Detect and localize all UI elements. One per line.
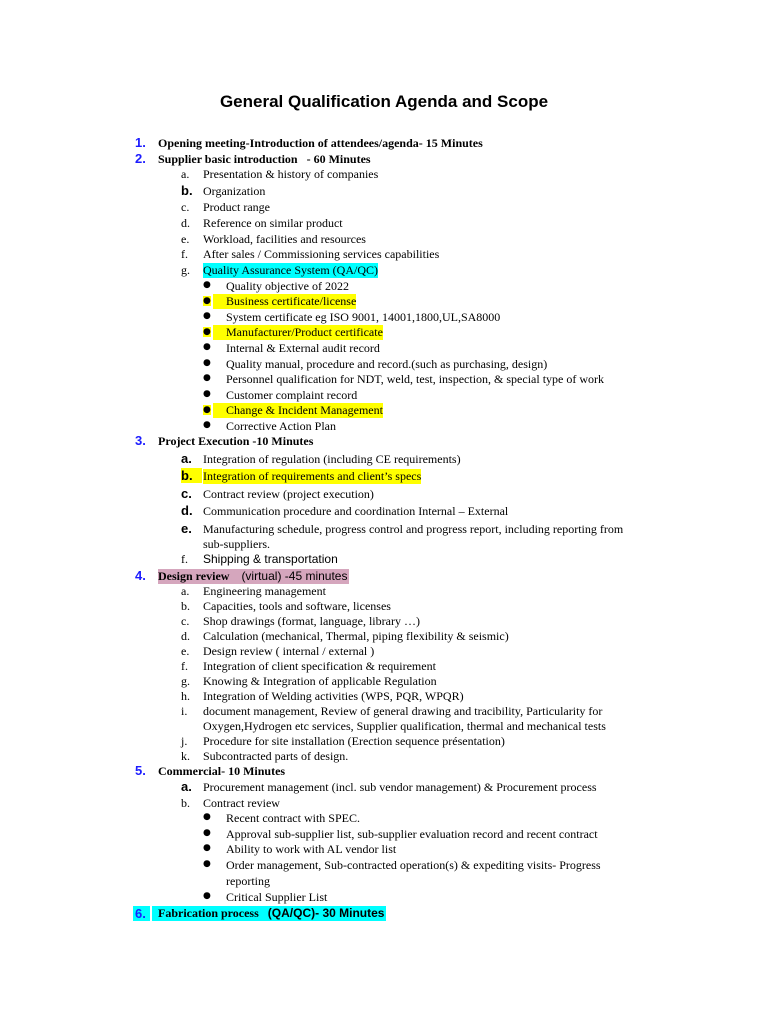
item-letter: d. <box>181 503 193 518</box>
bullet-icon: ● <box>203 843 211 853</box>
bullet-icon: ● <box>203 405 211 415</box>
list-item: Integration of requirements and client’s specs <box>203 469 422 483</box>
section-number: 5. <box>135 763 146 778</box>
bullet-icon: ● <box>203 311 211 321</box>
bullet-item: Order management, Sub-contracted operation(s) & expediting visits- Progress <box>226 858 601 872</box>
item-letter: a. <box>181 451 192 466</box>
item-letter: a. <box>181 167 190 181</box>
list-item-continuation: sub-suppliers. <box>203 537 270 551</box>
bullet-item: Personnel qualification for NDT, weld, test, inspection, & special type of work <box>226 372 605 386</box>
bullet-item: Approval sub-supplier list, sub-supplier evaluation record and recent contract <box>226 827 598 841</box>
item-letter: b. <box>181 183 193 198</box>
bullet-item: Internal & External audit record <box>226 341 380 355</box>
bullet-item: Quality manual, procedure and record.(such as purchasing, design) <box>226 357 548 371</box>
item-letter: j. <box>181 734 188 748</box>
list-item: Quality Assurance System (QA/QC) <box>203 263 378 277</box>
item-letter: b. <box>181 599 190 613</box>
bullet-item: Recent contract with SPEC. <box>226 811 360 825</box>
item-letter: b. <box>181 468 202 483</box>
list-item: Presentation & history of companies <box>203 167 379 181</box>
section-number: 1. <box>135 135 146 150</box>
bullet-icon: ● <box>203 327 211 337</box>
list-item: Engineering management <box>203 584 326 598</box>
item-letter: h. <box>181 689 190 703</box>
list-item: Shipping & transportation <box>203 552 338 566</box>
list-item: Integration of client specification & requirement <box>203 659 436 673</box>
list-item: Procurement management (incl. sub vendor management) & Procurement process <box>203 780 597 794</box>
bullet-item-continuation: reporting <box>226 874 270 888</box>
bullet-item: Quality objective of 2022 <box>226 279 349 293</box>
section-heading: Design review (virtual) -45 minutes <box>158 569 348 583</box>
bullet-icon: ● <box>203 859 211 869</box>
section-number: 4. <box>135 568 146 583</box>
item-letter: c. <box>181 200 190 214</box>
list-item: Subcontracted parts of design. <box>203 749 349 763</box>
list-item: Design review ( internal / external ) <box>203 644 375 658</box>
bullet-item: Customer complaint record <box>226 388 358 402</box>
bullet-item: Critical Supplier List <box>226 890 328 904</box>
bullet-item: Business certificate/license <box>213 294 356 309</box>
item-letter: g. <box>181 263 190 277</box>
list-item: Communication procedure and coordination Internal – External <box>203 504 509 518</box>
list-item: Knowing & Integration of applicable Regulation <box>203 674 437 688</box>
bullet-icon: ● <box>203 358 211 368</box>
item-letter: a. <box>181 584 190 598</box>
bullet-icon: ● <box>203 342 211 352</box>
bullet-item: System certificate eg ISO 9001, 14001,1800,UL,SA8000 <box>226 310 501 324</box>
bullet-icon: ● <box>203 812 211 822</box>
item-letter: f. <box>181 659 188 673</box>
list-item: Workload, facilities and resources <box>203 232 366 246</box>
list-item: Manufacturing schedule, progress control and progress report, including reporting from <box>203 522 624 536</box>
list-item: Capacities, tools and software, licenses <box>203 599 391 613</box>
section-heading: Commercial- 10 Minutes <box>158 764 286 778</box>
item-letter: f. <box>181 247 188 261</box>
bullet-item: Ability to work with AL vendor list <box>226 842 397 856</box>
list-item: Procedure for site installation (Erection sequence présentation) <box>203 734 505 748</box>
section-number: 6. <box>133 906 150 921</box>
list-item: Integration of Welding activities (WPS, PQR, WPQR) <box>203 689 464 703</box>
item-letter: g. <box>181 674 190 688</box>
bullet-icon: ● <box>203 280 211 290</box>
list-item: Contract review <box>203 796 280 810</box>
list-item: Shop drawings (format, language, library …) <box>203 614 420 628</box>
list-item-continuation: Oxygen,Hydrogen etc services, Supplier qualification, thermal and mechanical tests <box>203 719 606 733</box>
section-heading: Opening meeting-Introduction of attendees/agenda- 15 Minutes <box>158 136 483 150</box>
item-letter: f. <box>181 552 188 566</box>
item-letter: a. <box>181 779 192 794</box>
section-heading: Fabrication process (QA/QC)- 30 Minutes <box>152 906 386 921</box>
item-letter: c. <box>181 486 192 501</box>
list-item: Reference on similar product <box>203 216 343 230</box>
section-number: 3. <box>135 433 146 448</box>
section-number: 2. <box>135 151 146 166</box>
bullet-icon: ● <box>203 373 211 383</box>
list-item: Calculation (mechanical, Thermal, piping flexibility & seismic) <box>203 629 509 643</box>
bullet-item: Manufacturer/Product certificate <box>213 325 383 340</box>
bullet-icon: ● <box>203 389 211 399</box>
section-heading: Supplier basic introduction - 60 Minutes <box>158 152 371 166</box>
list-item: After sales / Commissioning services capabilities <box>203 247 440 261</box>
bullet-icon: ● <box>203 891 211 901</box>
item-letter: d. <box>181 629 190 643</box>
item-letter: e. <box>181 644 190 658</box>
list-item: Integration of regulation (including CE requirements) <box>203 452 461 466</box>
bullet-icon: ● <box>203 296 211 306</box>
bullet-icon: ● <box>203 420 211 430</box>
section-heading: Project Execution -10 Minutes <box>158 434 314 448</box>
item-letter: b. <box>181 796 190 810</box>
list-item: Organization <box>203 184 266 198</box>
bullet-item: Corrective Action Plan <box>226 419 336 433</box>
item-letter: e. <box>181 232 190 246</box>
list-item: Contract review (project execution) <box>203 487 374 501</box>
bullet-icon: ● <box>203 828 211 838</box>
item-letter: c. <box>181 614 190 628</box>
item-letter: e. <box>181 521 192 536</box>
list-item: Product range <box>203 200 270 214</box>
page-title: General Qualification Agenda and Scope <box>219 92 549 111</box>
bullet-item: Change & Incident Management <box>213 403 383 418</box>
item-letter: k. <box>181 749 190 763</box>
item-letter: d. <box>181 216 190 230</box>
list-item: document management, Review of general drawing and tracibility, Particularity for <box>203 704 603 718</box>
item-letter: i. <box>181 704 188 718</box>
